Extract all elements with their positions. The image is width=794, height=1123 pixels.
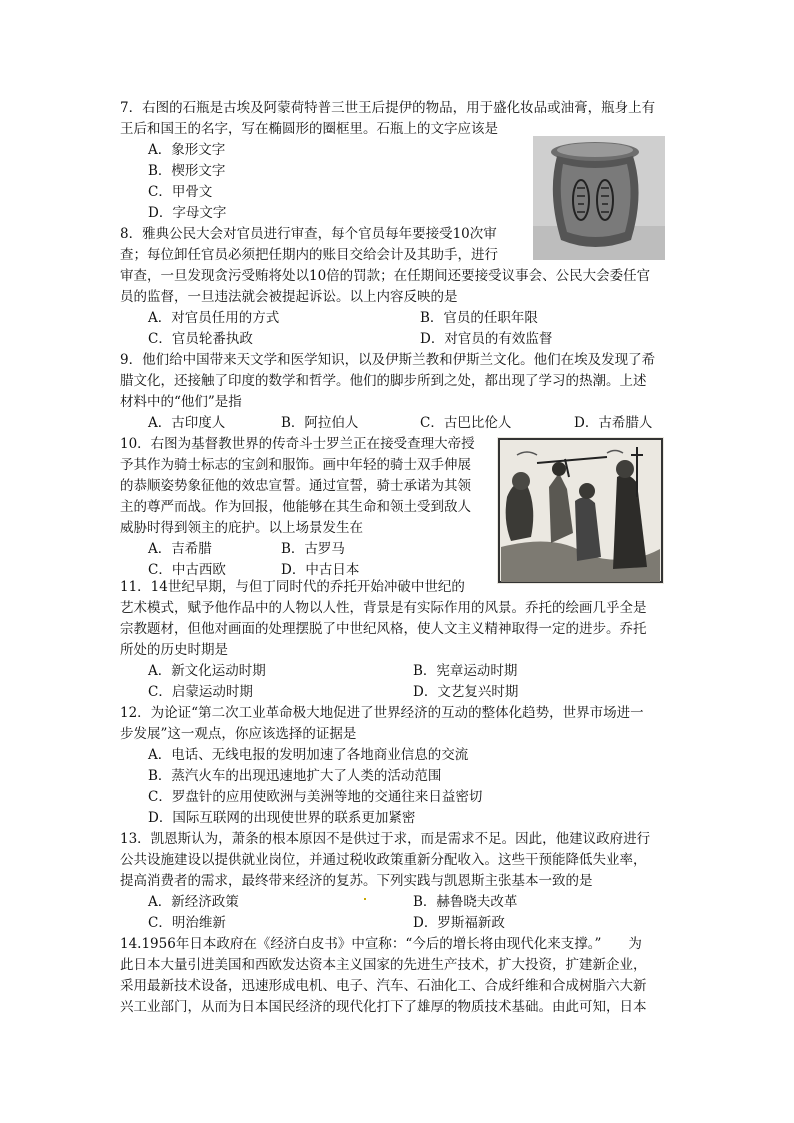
q10-stem-line-4: 主的尊严而战。作为回报，他能够在其生命和领土受到敌人	[120, 499, 471, 515]
q9-stem-line-3: 材料中的“他们”是指	[120, 394, 242, 410]
q11-stem-line-1: 11．14世纪早期，与但丁同时代的乔托开始冲破中世纪的	[120, 579, 465, 595]
q13-stem-line-1: 13．凯恩斯认为，萧条的根本原因不是供过于求，而是需求不足。因此，他建议政府进行	[120, 831, 651, 847]
q7-option-a: A．象形文字	[148, 142, 226, 158]
q9-option-a: A．古印度人	[148, 415, 226, 431]
q12-option-b: B．蒸汽火车的出现迅速地扩大了人类的活动范围	[148, 768, 442, 784]
q10-stem-line-3: 的恭顺姿势象征他的效忠宣誓。通过宣誓，骑士承诺为其领	[120, 478, 471, 494]
q8-option-d: D．对官员的有效监督	[420, 331, 553, 347]
q13-option-d: D．罗斯福新政	[413, 915, 505, 931]
q13-option-a: A．新经济政策	[148, 894, 239, 910]
q14-stem-line-3: 采用最新技术设备，迅速形成电机、电子、汽车、石油化工、合成纤维和合成树脂六大新	[120, 978, 647, 994]
q11-stem-line-4: 所处的历史时期是	[120, 642, 228, 658]
q11-stem-line-3: 宗教题材，但他对画面的处理摆脱了中世纪风格，使人文主义精神取得一定的进步。乔托	[120, 621, 647, 637]
q11-option-b: B．宪章运动时期	[413, 663, 518, 679]
q7-option-b: B．楔形文字	[148, 163, 226, 179]
q10-option-d: D．中古日本	[281, 562, 360, 578]
q14-stem-line-4: 兴工业部门，从而为日本国民经济的现代化打下了雄厚的物质技术基础。由此可知，日本	[120, 999, 647, 1015]
stone-jar-photo	[533, 136, 665, 260]
q12-option-d: D．国际互联网的出现使世界的联系更加紧密	[148, 810, 416, 826]
q7-stem-line-2: 王后和国王的名字，写在椭圆形的圈框里。石瓶上的文字应该是	[120, 121, 498, 137]
q9-option-c: C．古巴比伦人	[420, 415, 512, 431]
q9-stem-line-2: 腊文化，还接触了印度的数学和哲学。他们的脚步所到之处，都出现了学习的热潮。上述	[120, 373, 647, 389]
q11-option-c: C．启蒙运动时期	[148, 684, 253, 700]
q14-stem-line-1: 14.1956年日本政府在《经济白皮书》中宣称：“今后的增长将由现代化来支撑。” 为	[120, 936, 642, 952]
q10-option-c: C．中古西欧	[148, 562, 226, 578]
q11-option-d: D．文艺复兴时期	[413, 684, 519, 700]
q10-stem-line-2: 予其作为骑士标志的宝剑和服饰。画中年轻的骑士双手伸展	[120, 457, 471, 473]
q8-stem-line-1: 8．雅典公民大会对官员进行审查，每个官员每年要接受10次审	[120, 226, 497, 242]
q11-stem-line-2: 艺术模式，赋予他作品中的人物以人性，背景是有实际作用的风景。乔托的绘画几乎全是	[120, 600, 647, 616]
q7-option-c: C．甲骨文	[148, 184, 213, 200]
q10-option-b: B．古罗马	[281, 541, 345, 557]
q8-stem-line-3: 审查，一旦发现贪污受贿将处以10倍的罚款；在任期间还要接受议事会、公民大会委任官	[120, 268, 651, 284]
q10-stem-line-1: 10．右图为基督教世界的传奇斗士罗兰正在接受查理大帝授	[120, 436, 475, 452]
q12-option-c: C．罗盘针的应用使欧洲与美洲等地的交通往来日益密切	[148, 789, 483, 805]
q8-option-c: C．官员轮番执政	[148, 331, 253, 347]
q14-stem-line-2: 此日本大量引进美国和西欧发达资本主义国家的先进生产技术，扩大投资，扩建新企业，	[120, 957, 647, 973]
q8-option-b: B．官员的任职年限	[420, 310, 538, 326]
q10-stem-line-5: 威胁时得到领主的庇护。以上场景发生在	[120, 520, 363, 536]
q9-option-d: D．古希腊人	[574, 415, 653, 431]
q13-stem-line-2: 公共设施建设以提供就业岗位，并通过税收政策重新分配收入。这些干预能降低失业率，	[120, 852, 647, 868]
q11-option-a: A．新文化运动时期	[148, 663, 266, 679]
q9-stem-line-1: 9．他们给中国带来天文学和医学知识，以及伊斯兰教和伊斯兰文化。他们在埃及发现了希	[120, 352, 656, 368]
q10-option-a: A．吉希腊	[148, 541, 212, 557]
q8-option-a: A．对官员任用的方式	[148, 310, 280, 326]
q8-stem-line-4: 员的监督，一旦违法就会被提起诉讼。以上内容反映的是	[120, 289, 458, 305]
q13-option-b: B．赫鲁晓夫改革	[413, 894, 518, 910]
q12-option-a: A．电话、无线电报的发明加速了各地商业信息的交流	[148, 747, 469, 763]
q8-stem-line-2: 查；每位卸任官员必须把任期内的账目交给会计及其助手，进行	[120, 247, 498, 263]
q12-stem-line-2: 步发展”这一观点，你应该选择的证据是	[120, 726, 357, 742]
stray-dot	[364, 898, 366, 900]
q13-option-c: C．明治维新	[148, 915, 226, 931]
knighting-illustration	[497, 437, 664, 584]
q13-stem-line-3: 提高消费者的需求，最终带来经济的复苏。下列实践与凯恩斯主张基本一致的是	[120, 873, 593, 889]
q7-option-d: D．字母文字	[148, 205, 227, 221]
q9-option-b: B．阿拉伯人	[281, 415, 359, 431]
q12-stem-line-1: 12．为论证“第二次工业革命极大地促进了世界经济的互动的整体化趋势，世界市场进一	[120, 705, 644, 721]
q7-stem-line-1: 7．右图的石瓶是古埃及阿蒙荷特普三世王后提伊的物品，用于盛化妆品或油膏，瓶身上有	[120, 100, 656, 116]
